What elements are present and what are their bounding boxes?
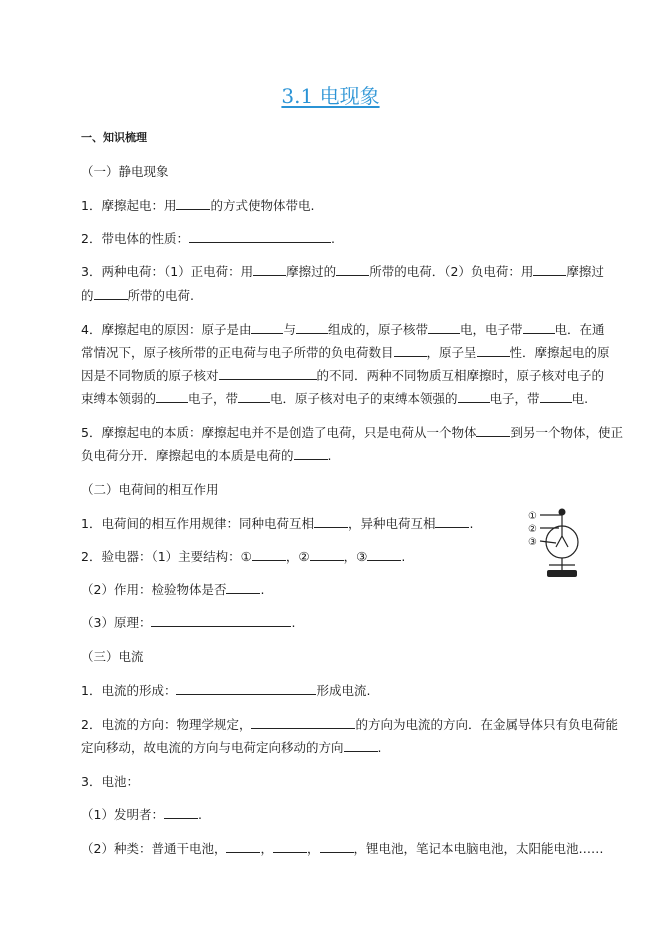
answer-blank (458, 391, 490, 403)
answer-blank (344, 740, 378, 752)
answer-blank (251, 717, 355, 729)
answer-blank (219, 368, 317, 380)
figure-label-2: ② (528, 524, 537, 535)
answer-blank (314, 516, 348, 528)
current-2-line-1: 2．电流的方向：物理学规定， 的方向为电流的方向．在金属导体只有负电荷能 (81, 717, 618, 732)
answer-blank (156, 391, 188, 403)
stand-base-icon (547, 570, 577, 577)
answer-blank (226, 582, 260, 594)
figure-label-1: ① (528, 511, 537, 522)
subheading-current: （三）电流 (81, 649, 144, 664)
section-heading: 一、知识梳理 (81, 131, 147, 144)
question-2: 2．带电体的性质： . (81, 231, 335, 246)
answer-blank (540, 391, 572, 403)
answer-blank (226, 841, 260, 853)
page-title: 3.1 电现象 (281, 84, 380, 108)
answer-blank (176, 683, 316, 695)
question-4-line-2: 常情况下，原子核所带的正电荷与电子所带的负电荷数目 ，原子呈 性．摩擦起电的原 (81, 345, 610, 360)
answer-blank (320, 841, 354, 853)
answer-blank (477, 345, 510, 357)
answer-blank (94, 288, 128, 300)
answer-blank (336, 264, 369, 276)
current-1: 1．电流的形成： 形成电流. (81, 683, 371, 698)
figure-label-3: ③ (528, 537, 537, 548)
answer-blank (435, 516, 469, 528)
electroscope-figure (527, 503, 585, 581)
question-4-line-1: 4．摩擦起电的原因：原子是由 与 组成的，原子核带 电，电子带 电．在通 (81, 322, 605, 337)
rule-3: （2）作用：检验物体是否 . (81, 582, 265, 597)
rule-2: 2．验电器：（1）主要结构：① ，② ，③ . (81, 549, 406, 564)
answer-blank (164, 807, 198, 819)
rule-4: （3）原理： . (81, 615, 296, 630)
answer-blank (176, 198, 210, 210)
answer-blank (476, 425, 510, 437)
answer-blank (238, 391, 270, 403)
answer-blank (533, 264, 566, 276)
current-4: （1）发明者： . (81, 807, 202, 822)
answer-blank (296, 322, 328, 334)
question-3-line-2: 的 所带的电荷. (81, 288, 194, 303)
subheading-static-electricity: （一）静电现象 (81, 164, 169, 179)
answer-blank (310, 549, 344, 561)
current-3: 3．电池： (81, 774, 139, 789)
answer-blank (273, 841, 307, 853)
answer-blank (151, 615, 291, 627)
answer-blank (251, 322, 283, 334)
answer-blank (523, 322, 555, 334)
question-4-line-4: 束缚本领弱的 电子，带 电．原子核对电子的束缚本领强的 电子，带 电. (81, 391, 589, 406)
question-1: 1．摩擦起电：用 的方式使物体带电. (81, 198, 315, 213)
rule-1: 1．电荷间的相互作用规律：同种电荷互相 ，异种电荷互相 . (81, 516, 474, 531)
answer-blank (428, 322, 460, 334)
answer-blank (367, 549, 401, 561)
question-5-line-1: 5．摩擦起电的本质：摩擦起电并不是创造了电荷，只是电荷从一个物体 到另一个物体，使正 (81, 425, 623, 440)
metal-ball-icon (559, 509, 566, 516)
current-2-line-2: 定向移动，故电流的方向与电荷定向移动的方向 . (81, 740, 382, 755)
question-5-line-2: 负电荷分开．摩擦起电的本质是电荷的 . (81, 448, 332, 463)
answer-blank (294, 448, 328, 460)
question-4-line-3: 因是不同物质的原子核对 的不同．两种不同物质互相摩擦时，原子核对电子的 (81, 368, 605, 383)
question-3-line-1: 3．两种电荷：（1）正电荷：用 摩擦过的 所带的电荷．（2）负电荷：用 摩擦过 (81, 264, 604, 279)
foil-leaves-icon (556, 536, 568, 547)
answer-blank (253, 264, 286, 276)
answer-blank (189, 231, 331, 243)
answer-blank (252, 549, 286, 561)
subheading-charge-interaction: （二）电荷间的相互作用 (81, 482, 219, 497)
current-5: （2）种类：普通干电池， ， ， ，锂电池，笔记本电脑电池，太阳能电池…… (81, 841, 604, 856)
answer-blank (394, 345, 427, 357)
